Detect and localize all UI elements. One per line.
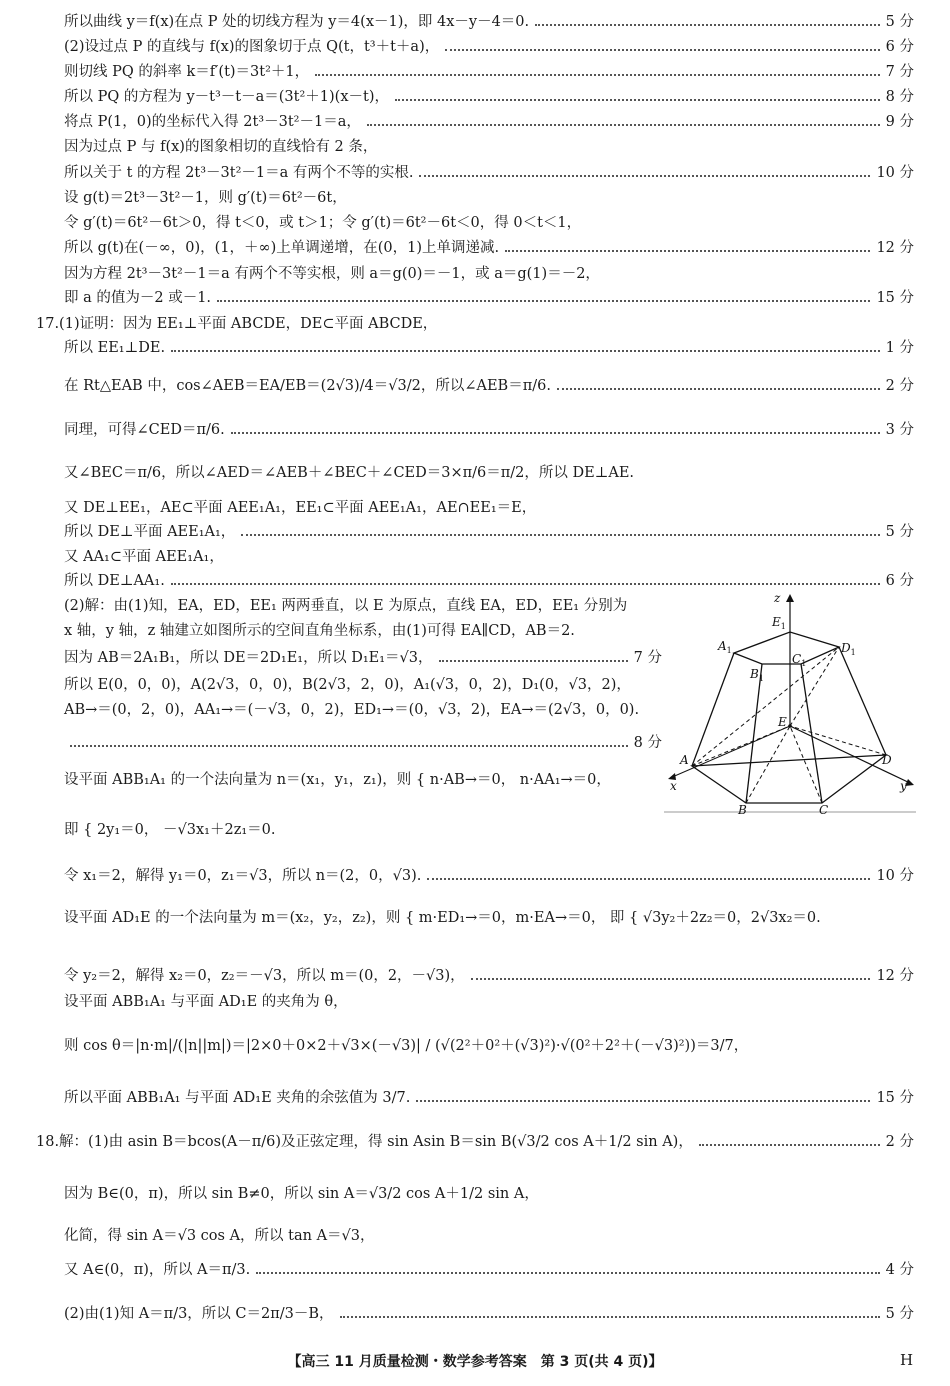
- line-text: 即 a 的值为－2 或－1.: [64, 290, 212, 306]
- answer-line: [64, 238, 914, 258]
- answer-line: [64, 648, 662, 668]
- leader-dots: [419, 175, 870, 177]
- score-label: 5 分: [885, 1306, 914, 1322]
- label-E: E: [778, 715, 787, 729]
- score-label: 6 分: [885, 39, 914, 55]
- answer-line: [64, 338, 914, 358]
- line-text: 即 { 2y₁＝0， －√3x₁＋2z₁＝0.: [64, 822, 276, 838]
- answer-line: [64, 12, 914, 32]
- answer-line: [64, 675, 662, 695]
- line-text: 所以曲线 y＝f(x)在点 P 处的切线方程为 y＝4(x－1)，即 4x－y－4＝0.: [64, 14, 530, 30]
- answer-line: [64, 163, 914, 183]
- line-text: 因为 AB＝2A₁B₁，所以 DE＝2D₁E₁，所以 D₁E₁＝√3，: [64, 650, 433, 666]
- line-text: 所以平面 ABB₁A₁ 与平面 AD₁E 夹角的余弦值为 3/7.: [64, 1090, 411, 1106]
- label-D1: $D_1$: [841, 641, 856, 657]
- line-text: 所以 PQ 的方程为 y－t³－t－a＝(3t²＋1)(x－t)，: [64, 89, 389, 105]
- version-code: H: [900, 1351, 914, 1369]
- score-label: 2 分: [885, 378, 914, 394]
- page-footer: 【高三 11 月质量检测・数学参考答案 第 3 页(共 4 页)】: [287, 1354, 663, 1370]
- line-text: 所以 g(t)在(－∞，0)，(1，＋∞)上单调递增，在(0，1)上单调递减.: [64, 240, 500, 256]
- line-text: 因为 B∈(0，π)，所以 sin B≠0，所以 sin A＝√3/2 cos A＋1/2 sin A，: [64, 1186, 539, 1202]
- score-label: 2 分: [885, 1134, 914, 1150]
- label-C1: $C_1$: [792, 652, 807, 668]
- line-text: 化简，得 sin A＝√3 cos A，所以 tan A＝√3，: [64, 1228, 375, 1244]
- line-text: 又 AA₁⊂平面 AEE₁A₁，: [64, 549, 224, 565]
- answer-line: [64, 1088, 914, 1108]
- leader-dots: [439, 660, 628, 662]
- leader-dots: [231, 432, 880, 434]
- answer-line: [64, 1226, 914, 1246]
- line-text: 令 y₂＝2，解得 x₂＝0，z₂＝－√3，所以 m＝(0，2，－√3)，: [64, 968, 465, 984]
- answer-line: [64, 112, 914, 132]
- answer-line: [36, 314, 914, 334]
- leader-dots: [535, 24, 880, 26]
- line-text: 设平面 ABB₁A₁ 的一个法向量为 n＝(x₁，y₁，z₁)，则 { n·AB→＝0， n·AA₁→＝0，: [64, 772, 611, 788]
- leader-dots: [171, 350, 880, 352]
- answer-line: [64, 288, 914, 308]
- score-label: 3 分: [885, 422, 914, 438]
- score-label: 1 分: [885, 340, 914, 356]
- leader-dots: [471, 978, 871, 980]
- answer-line: [64, 1304, 914, 1324]
- answer-line: [64, 188, 914, 208]
- line-text: 又∠BEC＝π/6，所以∠AED＝∠AEB＋∠BEC＋∠CED＝3×π/6＝π/2，所以 DE⊥AE.: [64, 465, 635, 481]
- line-text: x 轴，y 轴，z 轴建立如图所示的空间直角坐标系，由(1)可得 EA∥CD，AB＝2.: [64, 623, 575, 639]
- line-text: 则 cos θ＝|n·m|/(|n||m|)＝|2×0＋0×2＋√3×(－√3)| / (√(2²＋0²＋(√3)²)·√(0²＋2²＋(－√3)²))＝3/7，: [64, 1038, 749, 1054]
- answer-line: [64, 820, 662, 840]
- label-E1: $E_1$: [772, 615, 786, 631]
- score-label: 12 分: [876, 240, 914, 256]
- answer-line: [64, 498, 914, 518]
- line-text: 在 Rt△EAB 中，cos∠AEB＝EA/EB＝(2√3)/4＝√3/2，所以∠AEB＝π/6.: [64, 378, 551, 394]
- leader-dots: [557, 388, 880, 390]
- label-A1: $A_1$: [718, 639, 732, 655]
- leader-dots: [427, 878, 870, 880]
- answer-line: [64, 1260, 914, 1280]
- line-text: 所以 E(0，0，0)，A(2√3，0，0)，B(2√3，2，0)，A₁(√3，0，2)，D₁(0，√3，2)，: [64, 677, 631, 693]
- score-label: 4 分: [885, 1262, 914, 1278]
- score-label: 15 分: [876, 1090, 914, 1106]
- line-text: 设平面 AD₁E 的一个法向量为 m＝(x₂，y₂，z₂)，则 { m·ED₁→＝0，m·EA→＝0， 即 { √3y₂＋2z₂＝0，2√3x₂＝0.: [64, 910, 821, 926]
- label-A: A: [680, 753, 689, 767]
- answer-line: [64, 522, 914, 542]
- line-text: (2)由(1)知 A＝π/3，所以 C＝2π/3－B，: [64, 1306, 334, 1322]
- line-text: (2)设过点 P 的直线与 f(x)的图象切于点 Q(t，t³＋t＋a)，: [64, 39, 440, 55]
- line-text: 设 g(t)＝2t³－3t²－1，则 g′(t)＝6t²－6t，: [64, 190, 347, 206]
- answer-line: [64, 376, 914, 396]
- answer-line: [64, 463, 914, 483]
- leader-dots: [171, 583, 880, 585]
- answer-line: [64, 700, 662, 720]
- answer-line: [64, 1184, 914, 1204]
- leader-dots: [505, 250, 870, 252]
- pyramid-frustum-figure: [664, 590, 916, 816]
- score-label: 5 分: [885, 524, 914, 540]
- leader-dots: [445, 49, 879, 51]
- score-label: 10 分: [876, 868, 914, 884]
- answer-line: [64, 37, 914, 57]
- line-text: 所以关于 t 的方程 2t³－3t²－1＝a 有两个不等的实根.: [64, 165, 414, 181]
- leader-dots: [217, 300, 870, 302]
- leader-dots: [70, 745, 628, 747]
- leader-dots: [699, 1144, 880, 1146]
- line-text: 又 A∈(0，π)，所以 A＝π/3.: [64, 1262, 251, 1278]
- answer-line: [64, 966, 914, 986]
- line-text: 因为方程 2t³－3t²－1＝a 有两个不等实根，则 a＝g(0)＝－1，或 a＝g(1)＝－2，: [64, 266, 600, 282]
- line-text: 17.(1)证明：因为 EE₁⊥平面 ABCDE，DE⊂平面 ABCDE，: [36, 316, 438, 332]
- line-text: 令 g′(t)＝6t²－6t＞0，得 t＜0，或 t＞1；令 g′(t)＝6t²－6t＜0，得 0＜t＜1，: [64, 215, 582, 231]
- label-D: D: [882, 753, 892, 767]
- line-text: 将点 P(1，0)的坐标代入得 2t³－3t²－1＝a，: [64, 114, 361, 130]
- answer-line: [64, 1036, 914, 1056]
- score-label: 8 分: [885, 89, 914, 105]
- line-text: 令 x₁＝2，解得 y₁＝0，z₁＝√3，所以 n＝(2，0，√3).: [64, 868, 422, 884]
- line-text: AB→＝(0，2，0)，AA₁→＝(－√3，0，2)，ED₁→＝(0，√3，2)，EA→＝(2√3，0，0).: [64, 702, 640, 718]
- answer-line: [64, 908, 914, 928]
- answer-line: [64, 62, 914, 82]
- answer-line: [64, 621, 662, 641]
- line-text: 18.解：(1)由 asin B＝bcos(A－π/6)及正弦定理，得 sin Asin B＝sin B(√3/2 cos A＋1/2 sin A)，: [36, 1134, 693, 1150]
- line-text: 又 DE⊥EE₁，AE⊂平面 AEE₁A₁，EE₁⊂平面 AEE₁A₁，AE∩EE₁＝E，: [64, 500, 537, 516]
- line-text: 所以 DE⊥AA₁.: [64, 573, 165, 589]
- label-z: z: [774, 591, 781, 605]
- answer-line: [64, 213, 914, 233]
- score-label: 15 分: [876, 290, 914, 306]
- label-x: x: [670, 779, 677, 793]
- label-B1: $B_1$: [750, 667, 764, 683]
- line-text: 所以 DE⊥平面 AEE₁A₁，: [64, 524, 236, 540]
- label-y: y: [900, 779, 907, 793]
- label-B: B: [738, 803, 747, 816]
- score-label: 7 分: [633, 650, 662, 666]
- answer-line: [64, 866, 914, 886]
- score-label: 10 分: [876, 165, 914, 181]
- answer-line: [64, 733, 662, 753]
- leader-dots: [395, 99, 880, 101]
- score-label: 6 分: [885, 573, 914, 589]
- answer-line: [64, 992, 914, 1012]
- leader-dots: [340, 1316, 880, 1318]
- answer-line: [64, 420, 914, 440]
- line-text: 因为过点 P 与 f(x)的图象相切的直线恰有 2 条，: [64, 139, 378, 155]
- answer-line: [64, 571, 914, 591]
- answer-line: [64, 137, 914, 157]
- score-label: 7 分: [885, 64, 914, 80]
- line-text: 设平面 ABB₁A₁ 与平面 AD₁E 的夹角为 θ，: [64, 994, 348, 1010]
- answer-line: [64, 264, 914, 284]
- label-C: C: [819, 803, 829, 816]
- answer-line: [64, 596, 662, 616]
- answer-line: [36, 1132, 914, 1152]
- leader-dots: [256, 1272, 879, 1274]
- line-text: 同理，可得∠CED＝π/6.: [64, 422, 225, 438]
- score-label: 12 分: [876, 968, 914, 984]
- answer-line: [64, 87, 914, 107]
- line-text: 则切线 PQ 的斜率 k＝f′(t)＝3t²＋1，: [64, 64, 310, 80]
- leader-dots: [416, 1100, 870, 1102]
- answer-line: [64, 770, 662, 790]
- line-text: (2)解：由(1)知，EA，ED，EE₁ 两两垂直，以 E 为原点，直线 EA，ED，EE₁ 分别为: [64, 598, 628, 614]
- answer-line: [64, 547, 914, 567]
- score-label: 5 分: [885, 14, 914, 30]
- leader-dots: [315, 74, 880, 76]
- leader-dots: [367, 124, 880, 126]
- score-label: 9 分: [885, 114, 914, 130]
- score-label: 8 分: [633, 735, 662, 751]
- line-text: 所以 EE₁⊥DE.: [64, 340, 166, 356]
- leader-dots: [241, 534, 879, 536]
